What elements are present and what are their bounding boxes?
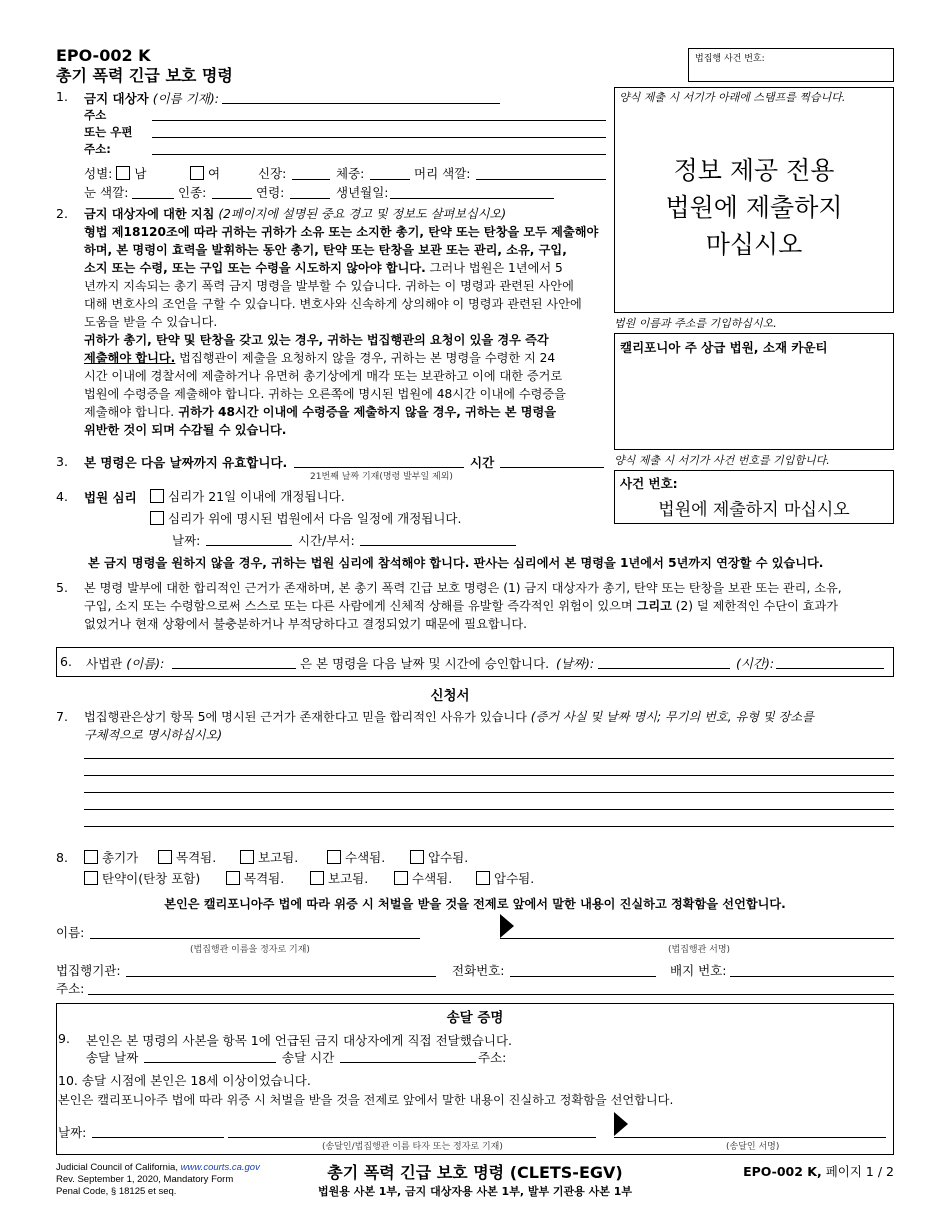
page-title: 총기 폭력 긴급 보호 명령 (56, 66, 233, 85)
auth-date-field[interactable] (598, 668, 730, 669)
seized-label: 압수됨. (428, 850, 469, 865)
grounds-line: 구입, 소지 또는 수령함으로써 스스로 또는 다른 사람에게 신체적 상해를 유발할 즉각적인 위험이 있으며 (84, 599, 637, 613)
eye-color-field[interactable] (132, 198, 174, 199)
officer-name-field[interactable] (90, 938, 420, 939)
age-label: 연령: (256, 185, 285, 200)
service-date-label: 송달 날짜 (86, 1050, 139, 1065)
footer-revision: Rev. September 1, 2020, Mandatory Form (56, 1174, 234, 1185)
evidence-line[interactable] (84, 792, 894, 793)
instructions-hint: (2페이지에 설명된 중요 경고 및 정보도 살펴보십시오) (218, 207, 507, 221)
weight-field[interactable] (370, 179, 410, 180)
application-hint: 구체적으로 명시하십시오) (84, 728, 223, 742)
stamp-note: 양식 제출 시 서기가 아래에 스탬프를 찍습니다. (619, 91, 846, 104)
sign-here-arrow-icon (500, 914, 514, 938)
instructions-line: 법원에 수령증을 제출해야 합니다. 귀하는 오른쪽에 명시된 법원에 48시간 이내에 수령증을 (84, 387, 566, 401)
hearing-scheduled-checkbox[interactable] (150, 511, 164, 525)
phone-label: 전화번호: (452, 963, 505, 978)
instructions-line: 도움을 받을 수 있습니다. (84, 315, 218, 329)
firearm-seized-checkbox[interactable] (410, 850, 424, 864)
case-note: 양식 제출 시 서기가 사건 번호를 기입합니다. (614, 454, 830, 467)
server-date-field[interactable] (92, 1137, 224, 1138)
auth-time-label: (시간): (736, 656, 775, 671)
firearm-searched-checkbox[interactable] (327, 850, 341, 864)
restrained-person-label: 금지 대상자 (84, 91, 149, 106)
service-statement: 본인은 본 명령의 사본을 항목 1에 언급된 금지 대상자에게 직접 전달했습니다. (86, 1033, 512, 1048)
expiration-date-hint: 21번째 날짜 기재(명령 발부일 제외) (310, 472, 453, 482)
item-number: 2. (56, 206, 68, 221)
evidence-line[interactable] (84, 758, 894, 759)
sign-here-arrow-icon (614, 1112, 628, 1136)
address-label: 주소: (84, 142, 111, 156)
case-number-value: 법원에 제출하지 마십시오 (658, 500, 850, 520)
ammunition-checkbox[interactable] (84, 871, 98, 885)
address-label: 또는 우편 (84, 125, 133, 139)
footer-form-id: EPO-002 K, (743, 1164, 822, 1179)
case-box-label: 법집행 사건 번호: (695, 54, 765, 64)
race-label: 인종: (178, 185, 207, 200)
clerk-stamp-box (614, 87, 894, 313)
phone-field[interactable] (510, 976, 656, 977)
form-id: EPO-002 K (56, 46, 151, 65)
footer-subtitle: 법원용 사본 1부, 금지 대상자용 사본 1부, 발부 기관용 사본 1부 (317, 1185, 632, 1198)
authorization-text: 은 본 명령을 다음 날짜 및 시간에 승인합니다. (300, 656, 550, 671)
sex-label: 성별: (84, 166, 113, 181)
officer-signature-hint: (법집행관 서명) (668, 945, 731, 955)
ammo-searched-checkbox[interactable] (394, 871, 408, 885)
item-number: 7. (56, 709, 68, 724)
valid-until-text: 본 명령은 다음 날짜까지 유효합니다. (84, 455, 288, 470)
item-number: 5. (56, 580, 68, 595)
ammunition-label: 탄약이(탄창 포함) (102, 871, 201, 886)
case-number-label: 사건 번호: (620, 476, 678, 491)
officer-address-label: 주소: (56, 981, 85, 996)
item-number: 3. (56, 454, 68, 469)
expiration-date-field[interactable] (294, 467, 464, 468)
auth-time-field[interactable] (776, 668, 884, 669)
info-only-line: 법원에 제출하지 (665, 193, 843, 222)
expiration-time-field[interactable] (500, 467, 604, 468)
grounds-line: (2) 덜 제한적인 수단이 효과가 (671, 599, 839, 613)
agency-label: 법집행기관: (56, 963, 121, 978)
service-address-label: 주소: (478, 1050, 507, 1065)
restrained-name-field[interactable] (222, 103, 500, 104)
server-signature-hint: (송달인 서명) (726, 1142, 780, 1152)
service-heading: 송달 증명 (446, 1010, 504, 1026)
item-number: 8. (56, 850, 68, 865)
ammo-seized-checkbox[interactable] (476, 871, 490, 885)
evidence-line[interactable] (84, 809, 894, 810)
instructions-line: 소지 또는 수령, 또는 구입 또는 수령을 시도하지 않아야 합니다. (84, 261, 426, 275)
info-only-line: 마십시오 (705, 230, 803, 259)
address-field[interactable] (152, 154, 606, 155)
server-name-field[interactable] (228, 1137, 596, 1138)
server-signature-field[interactable] (614, 1137, 886, 1138)
server-age-statement: 송달 시점에 본인은 18세 이상이었습니다. (81, 1073, 311, 1088)
instructions-line: 법집행관이 제출을 요청하지 않을 경우, 귀하는 본 명령을 수령한 지 24 (175, 351, 556, 365)
item-number: 10. (58, 1073, 78, 1088)
officer-name-hint: (법집행관 이름을 정자로 기재) (190, 945, 310, 955)
judge-name-field[interactable] (172, 668, 296, 669)
service-time-field[interactable] (340, 1062, 476, 1063)
firearm-label: 총기가 (102, 850, 139, 865)
instructions-line: 시간 이내에 경찰서에 제출하거나 유면허 총기상에게 매각 또는 보관하고 이에 대한 증거로 (84, 369, 563, 383)
court-name-box[interactable] (614, 333, 894, 450)
height-label: 신장: (258, 166, 287, 181)
instructions-title: 금지 대상자에 대한 지침 (84, 207, 215, 221)
searched-label: 수색됨. (345, 850, 386, 865)
service-time-label: 송달 시간 (282, 1050, 335, 1065)
application-text: 법집행관은상기 항목 5에 명시된 근거가 존재한다고 믿을 합리적인 사유가 있습니다 (84, 710, 527, 724)
instructions-line: 위반한 것이 되며 수감될 수 있습니다. (84, 423, 287, 437)
evidence-line[interactable] (84, 775, 894, 776)
grounds-line: 본 명령 발부에 대한 합리적인 근거가 존재하며, 본 총기 폭력 긴급 보호 명령은 (1) 금지 대상자가 총기, 탄약 또는 탄창을 보관 또는 관리, 소유, (84, 581, 842, 595)
officer-declaration: 본인은 캘리포니아주 법에 따라 위증 시 처벌을 받을 것을 전제로 앞에서 말한 내용이 진실하고 정확함을 선언합니다. (164, 897, 786, 911)
application-heading: 신청서 (430, 688, 470, 704)
instructions-line: 형법 제18120조에 따라 귀하는 귀하가 소유 또는 소지한 총기, 탄약 또는 탄창을 모두 제출해야 (84, 225, 599, 239)
race-field[interactable] (212, 198, 252, 199)
server-date-label: 날짜: (58, 1125, 87, 1140)
address-field[interactable] (152, 137, 606, 138)
officer-address-field[interactable] (88, 994, 894, 995)
server-name-hint: (송달인/법집행관 이름 타자 또는 정자로 기재) (322, 1142, 503, 1152)
searched-label: 수색됨. (412, 871, 453, 886)
server-declaration: 본인은 캘리포니아주 법에 따라 위증 시 처벌을 받을 것을 전제로 앞에서 말한 내용이 진실하고 정확함을 선언합니다. (58, 1093, 674, 1107)
judge-hint: (이름): (126, 656, 165, 671)
address-label: 주소 (84, 108, 107, 122)
reported-label: 보고됨. (328, 871, 369, 886)
footer-title: 총기 폭력 긴급 보호 명령 (CLETS-EGV) (327, 1163, 623, 1182)
agency-field[interactable] (126, 976, 436, 977)
ammo-observed-checkbox[interactable] (226, 871, 240, 885)
firearm-checkbox[interactable] (84, 850, 98, 864)
instructions-line: 년까지 지속되는 총기 폭력 금지 명령을 발부할 수 있습니다. 귀하는 이 명령과 관련된 사안에 (84, 279, 574, 293)
hair-color-field[interactable] (476, 179, 606, 180)
court-note: 법원 이름과 주소를 기입하십시오. (614, 317, 777, 330)
court-name: 캘리포니아 주 상급 법원, 소재 카운티 (620, 340, 828, 355)
hearing-21-days-checkbox[interactable] (150, 489, 164, 503)
female-label: 여 (208, 166, 221, 181)
footer-council: Judicial Council of California, (56, 1162, 181, 1173)
instructions-line: 제출해야 합니다. (84, 351, 176, 365)
firearm-reported-checkbox[interactable] (240, 850, 254, 864)
seized-label: 압수됨. (494, 871, 535, 886)
hair-label: 머리 색깔: (414, 166, 471, 181)
grounds-line: 없었거나 현재 상황에서 불충분하거나 부적당하다고 결정되었기 때문에 필요합니다. (84, 617, 528, 631)
female-checkbox[interactable] (190, 166, 204, 180)
instructions-line: 제출해야 합니다. (84, 405, 175, 419)
address-field[interactable] (152, 120, 606, 121)
hearing-option: 심리가 위에 명시된 법원에서 다음 일정에 개정됩니다. (168, 511, 462, 526)
weight-label: 체중: (336, 166, 365, 181)
hearing-time-label: 시간/부서: (298, 533, 355, 548)
observed-label: 목격됨. (176, 850, 217, 865)
reported-label: 보고됨. (258, 850, 299, 865)
evidence-line[interactable] (84, 826, 894, 827)
officer-signature-field[interactable] (500, 938, 894, 939)
expiration-time-label: 시간 (470, 455, 495, 470)
hearing-date-label: 날짜: (172, 533, 201, 548)
observed-label: 목격됨. (244, 871, 285, 886)
instructions-line: 그러나 법원은 1년에서 5 (425, 261, 563, 275)
footer-code: Penal Code, § 18125 et seq. (56, 1186, 177, 1197)
grounds-line-and: 그리고 (636, 599, 672, 613)
hearing-notice: 본 금지 명령을 원하지 않을 경우, 귀하는 법원 심리에 참석해야 합니다. 판사는 심리에서 본 명령을 1년에서 5년까지 연장할 수 있습니다. (88, 556, 824, 570)
item-number: 6. (60, 654, 72, 669)
info-only-line: 정보 제공 전용 (673, 156, 835, 185)
hearing-date-field[interactable] (206, 545, 292, 546)
instructions-line: 대해 변호사의 조언을 구할 수 있습니다. 변호사와 신속하게 상의해야 이 명령과 관련된 사안에 (84, 297, 582, 311)
dob-label: 생년월일: (336, 185, 389, 200)
male-checkbox[interactable] (116, 166, 130, 180)
instructions-line: 귀하가 48시간 이내에 수령증을 제출하지 않을 경우, 귀하는 본 명령을 (174, 405, 557, 419)
footer-page: 페이지 1 / 2 (821, 1164, 894, 1179)
dob-field[interactable] (390, 198, 554, 199)
item-number: 1. (56, 89, 68, 104)
law-enforcement-case-box[interactable] (688, 48, 894, 82)
item-number: 4. (56, 489, 68, 504)
age-field[interactable] (290, 198, 330, 199)
hearing-label: 법원 심리 (84, 490, 137, 505)
judge-label: 사법관 (86, 656, 123, 671)
badge-field[interactable] (730, 976, 894, 977)
eye-label: 눈 색깔: (84, 185, 129, 200)
instructions-line: 귀하가 총기, 탄약 및 탄창을 갖고 있는 경우, 귀하는 법집행관의 요청이 있을 경우 즉각 (84, 333, 549, 347)
male-label: 남 (134, 166, 147, 181)
hearing-option: 심리가 21일 이내에 개정됩니다. (168, 489, 345, 504)
footer-website-link[interactable]: www.courts.ca.gov (180, 1162, 260, 1173)
hearing-time-field[interactable] (360, 545, 516, 546)
height-field[interactable] (292, 179, 330, 180)
firearm-observed-checkbox[interactable] (158, 850, 172, 864)
case-number-box[interactable] (614, 470, 894, 524)
badge-label: 배지 번호: (670, 963, 727, 978)
item-number: 9. (58, 1031, 70, 1046)
ammo-reported-checkbox[interactable] (310, 871, 324, 885)
restrained-person-hint: (이름 기재): (152, 91, 219, 106)
auth-date-label: (날짜): (556, 656, 595, 671)
service-date-field[interactable] (144, 1062, 276, 1063)
application-hint: (증거 사실 및 날짜 명시; 무기의 번호, 유형 및 장소를 (526, 710, 814, 724)
officer-name-label: 이름: (56, 925, 85, 940)
instructions-line: 하며, 본 명령이 효력을 발휘하는 동안 총기, 탄약 또는 탄창을 보관 또는 관리, 소유, 구입, (84, 243, 567, 257)
